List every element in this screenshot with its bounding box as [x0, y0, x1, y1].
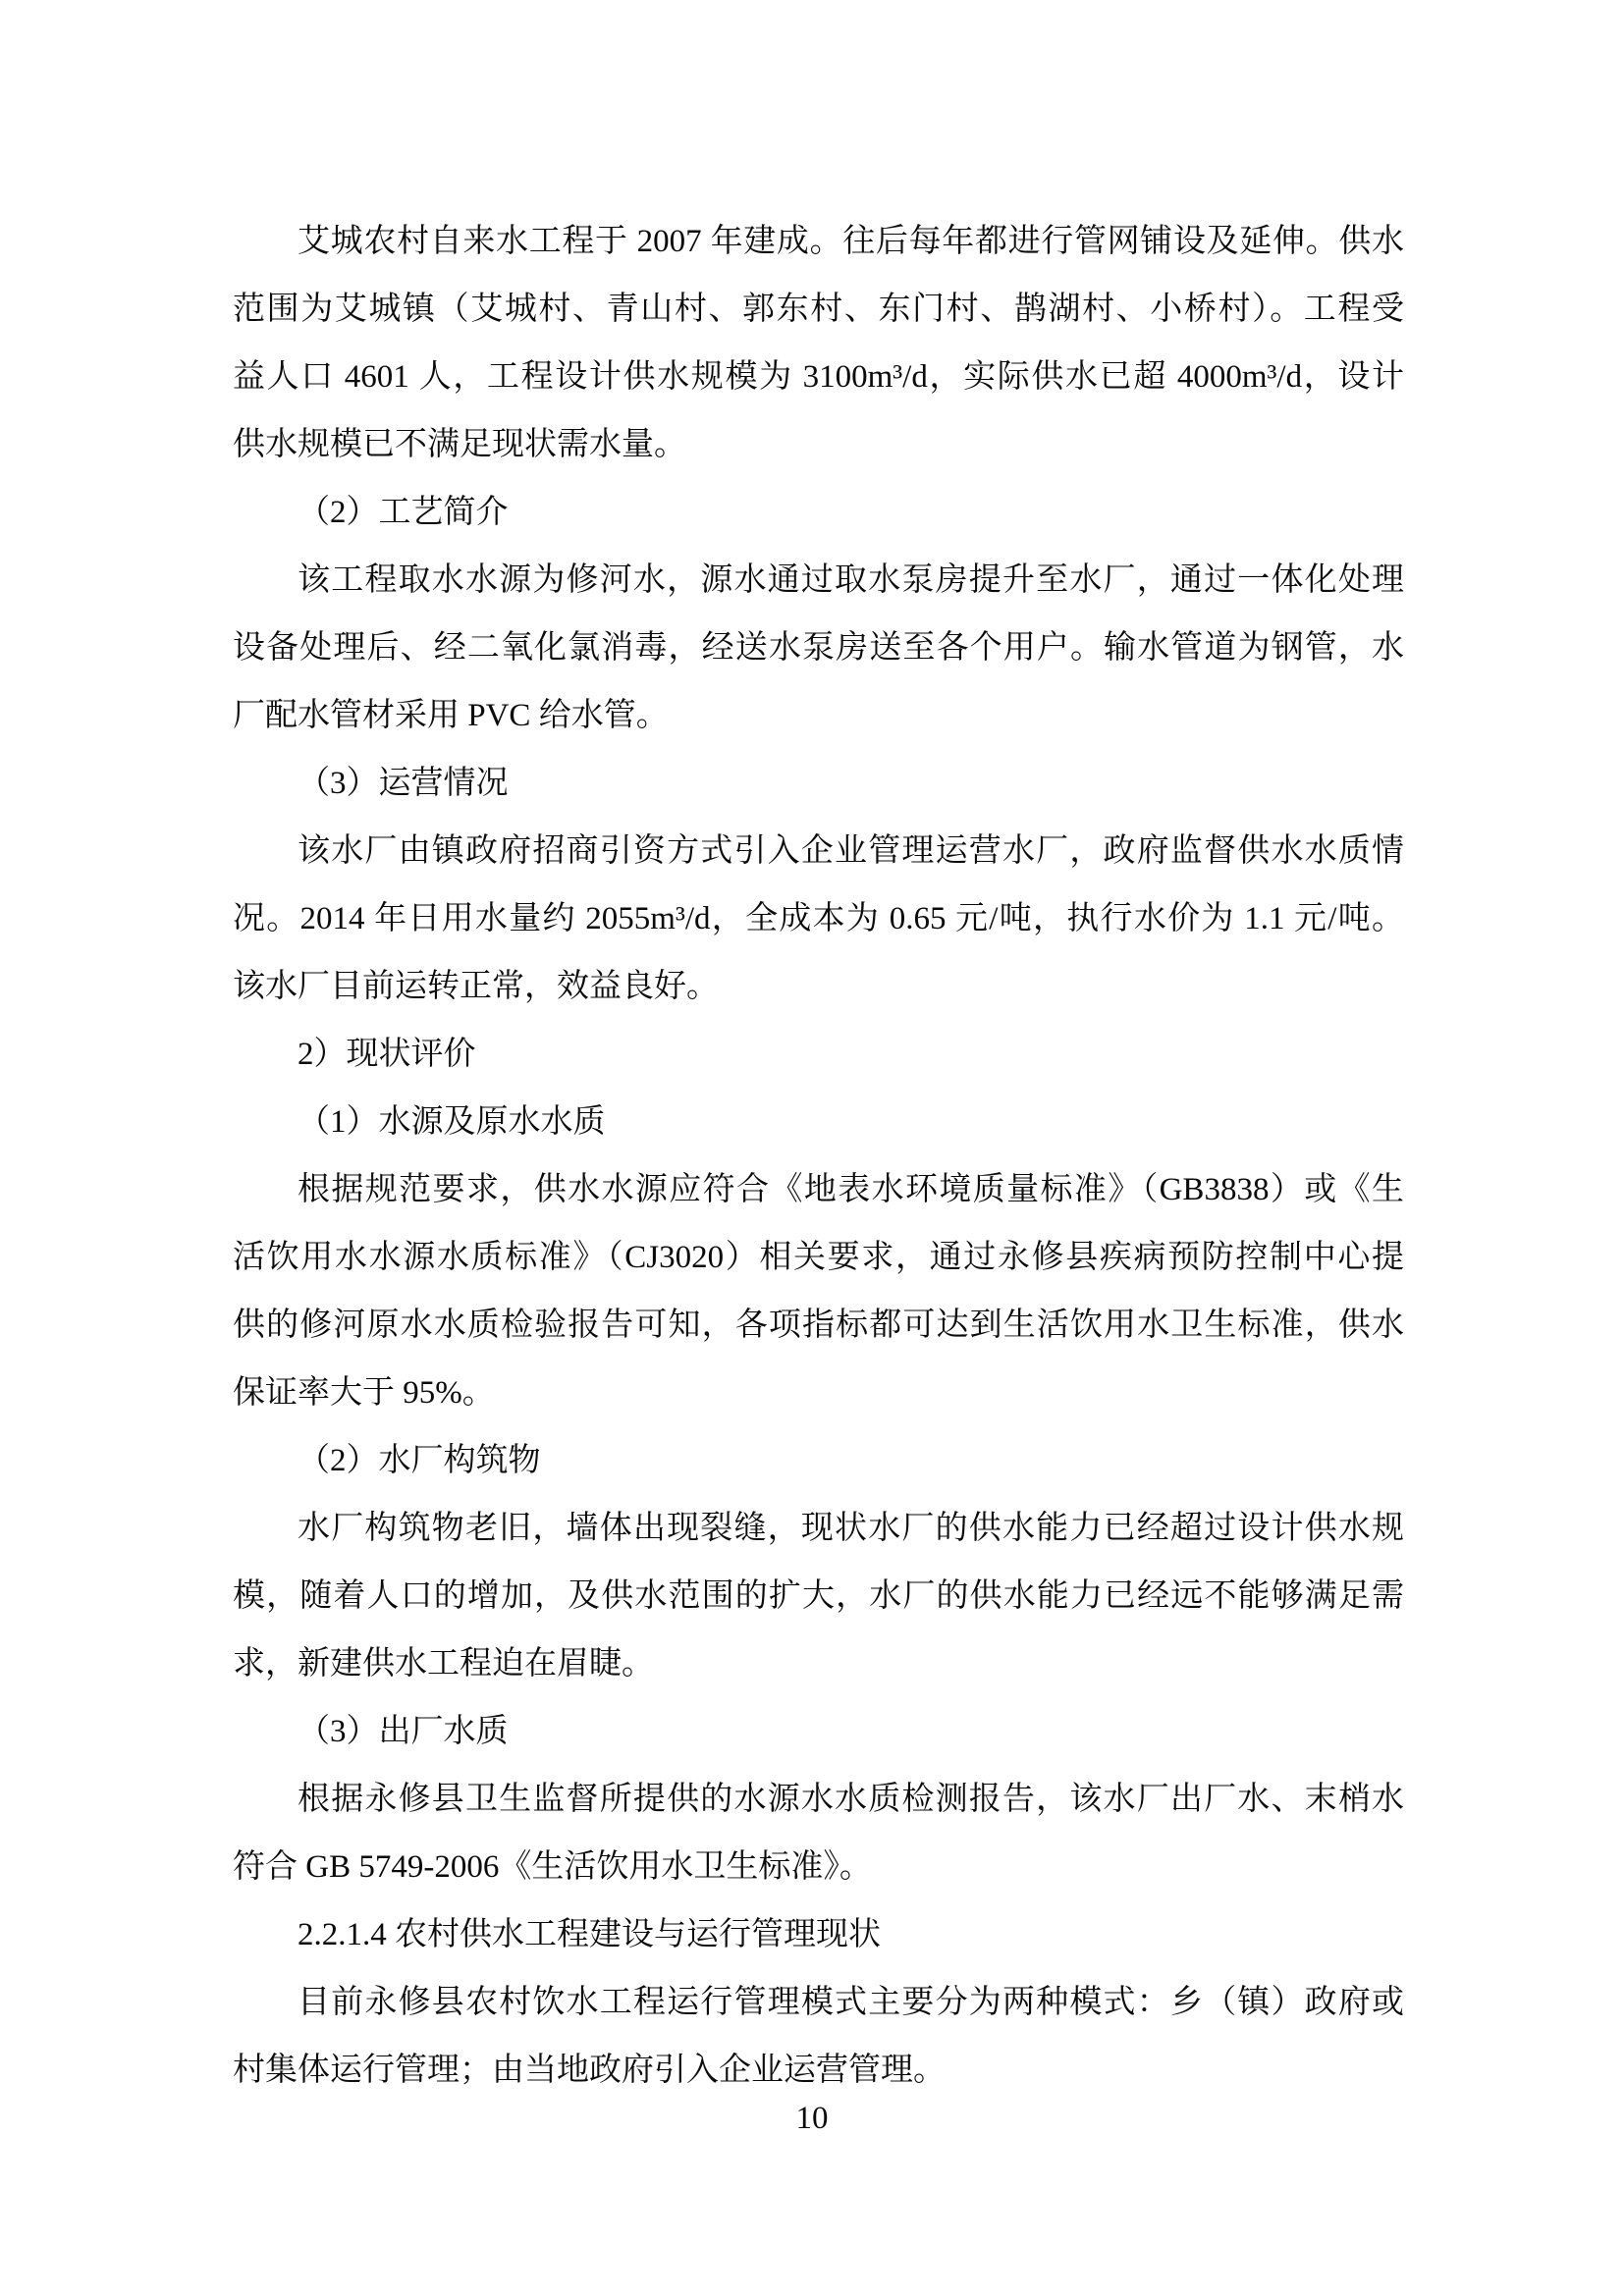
text-line: 供水规模已不满足现状需水量。: [233, 427, 686, 462]
section-heading-line: 2.2.1.4 农村供水工程建设与运行管理现状: [298, 1917, 881, 1952]
text-line: 供的修河原水水质检验报告可知，各项指标都可达到生活饮用水卫生标准，供水: [233, 1308, 1404, 1343]
subheading-line: （1）水源及原水水质: [298, 1104, 606, 1140]
subheading-line: （2）水厂构筑物: [298, 1443, 541, 1478]
text-line: 设备处理后、经二氧化氯消毒，经送水泵房送至各个用户。输水管道为钢管，水: [233, 630, 1404, 666]
subheading-line: （3）出厂水质: [298, 1714, 509, 1749]
document-body: [233, 208, 1404, 2105]
text-line: 活饮用水水源水质标准》（CJ3020）相关要求，通过永修县疾病预防控制中心提: [233, 1240, 1404, 1275]
text-line: 模，随着人口的增加，及供水范围的扩大，水厂的供水能力已经远不能够满足需: [233, 1578, 1404, 1614]
text-line: 保证率大于 95%。: [233, 1375, 495, 1411]
text-line: 该水厂目前运转正常，效益良好。: [233, 969, 719, 1004]
text-line: 况。2014 年日用水量约 2055m³/d，全成本为 0.65 元/吨，执行水价为 1.1 元/吨。: [233, 901, 1404, 936]
text-line: 益人口 4601 人，工程设计供水规模为 3100m³/d，实际供水已超 4000m³/d，设计: [233, 359, 1404, 395]
text-line: 求，新建供水工程迫在眉睫。: [233, 1646, 654, 1682]
text-line: 目前永修县农村饮水工程运行管理模式主要分为两种模式：乡（镇）政府或: [298, 1985, 1404, 2020]
text-line: 符合 GB 5749-2006《生活饮用水卫生标准》。: [233, 1849, 872, 1885]
text-line: 该水厂由镇政府招商引资方式引入企业管理运营水厂，政府监督供水水质情: [298, 833, 1404, 869]
subheading-line: （2）工艺简介: [298, 495, 509, 530]
subheading-line: （3）运营情况: [298, 766, 509, 801]
text-line: 艾城农村自来水工程于 2007 年建成。往后每年都进行管网铺设及延伸。供水: [298, 224, 1404, 259]
text-line: 水厂构筑物老旧，墙体出现裂缝，现状水厂的供水能力已经超过设计供水规: [298, 1511, 1404, 1546]
text-line: 厂配水管材采用 PVC 给水管。: [233, 698, 669, 733]
text-line: 村集体运行管理；由当地政府引入企业运营管理。: [233, 2053, 946, 2088]
text-line: 根据规范要求，供水水源应符合《地表水环境质量标准》（GB3838）或《生: [298, 1172, 1404, 1207]
text-line: 根据永修县卫生监督所提供的水源水水质检测报告，该水厂出厂水、末梢水: [298, 1782, 1404, 1817]
text-line: 该工程取水水源为修河水，源水通过取水泵房提升至水厂，通过一体化处理: [298, 562, 1404, 598]
page-number: 10: [795, 2101, 829, 2136]
text-line: 范围为艾城镇（艾城村、青山村、郭东村、东门村、鹊湖村、小桥村）。工程受: [233, 292, 1404, 327]
subheading-line: 2）现状评价: [298, 1037, 476, 1072]
